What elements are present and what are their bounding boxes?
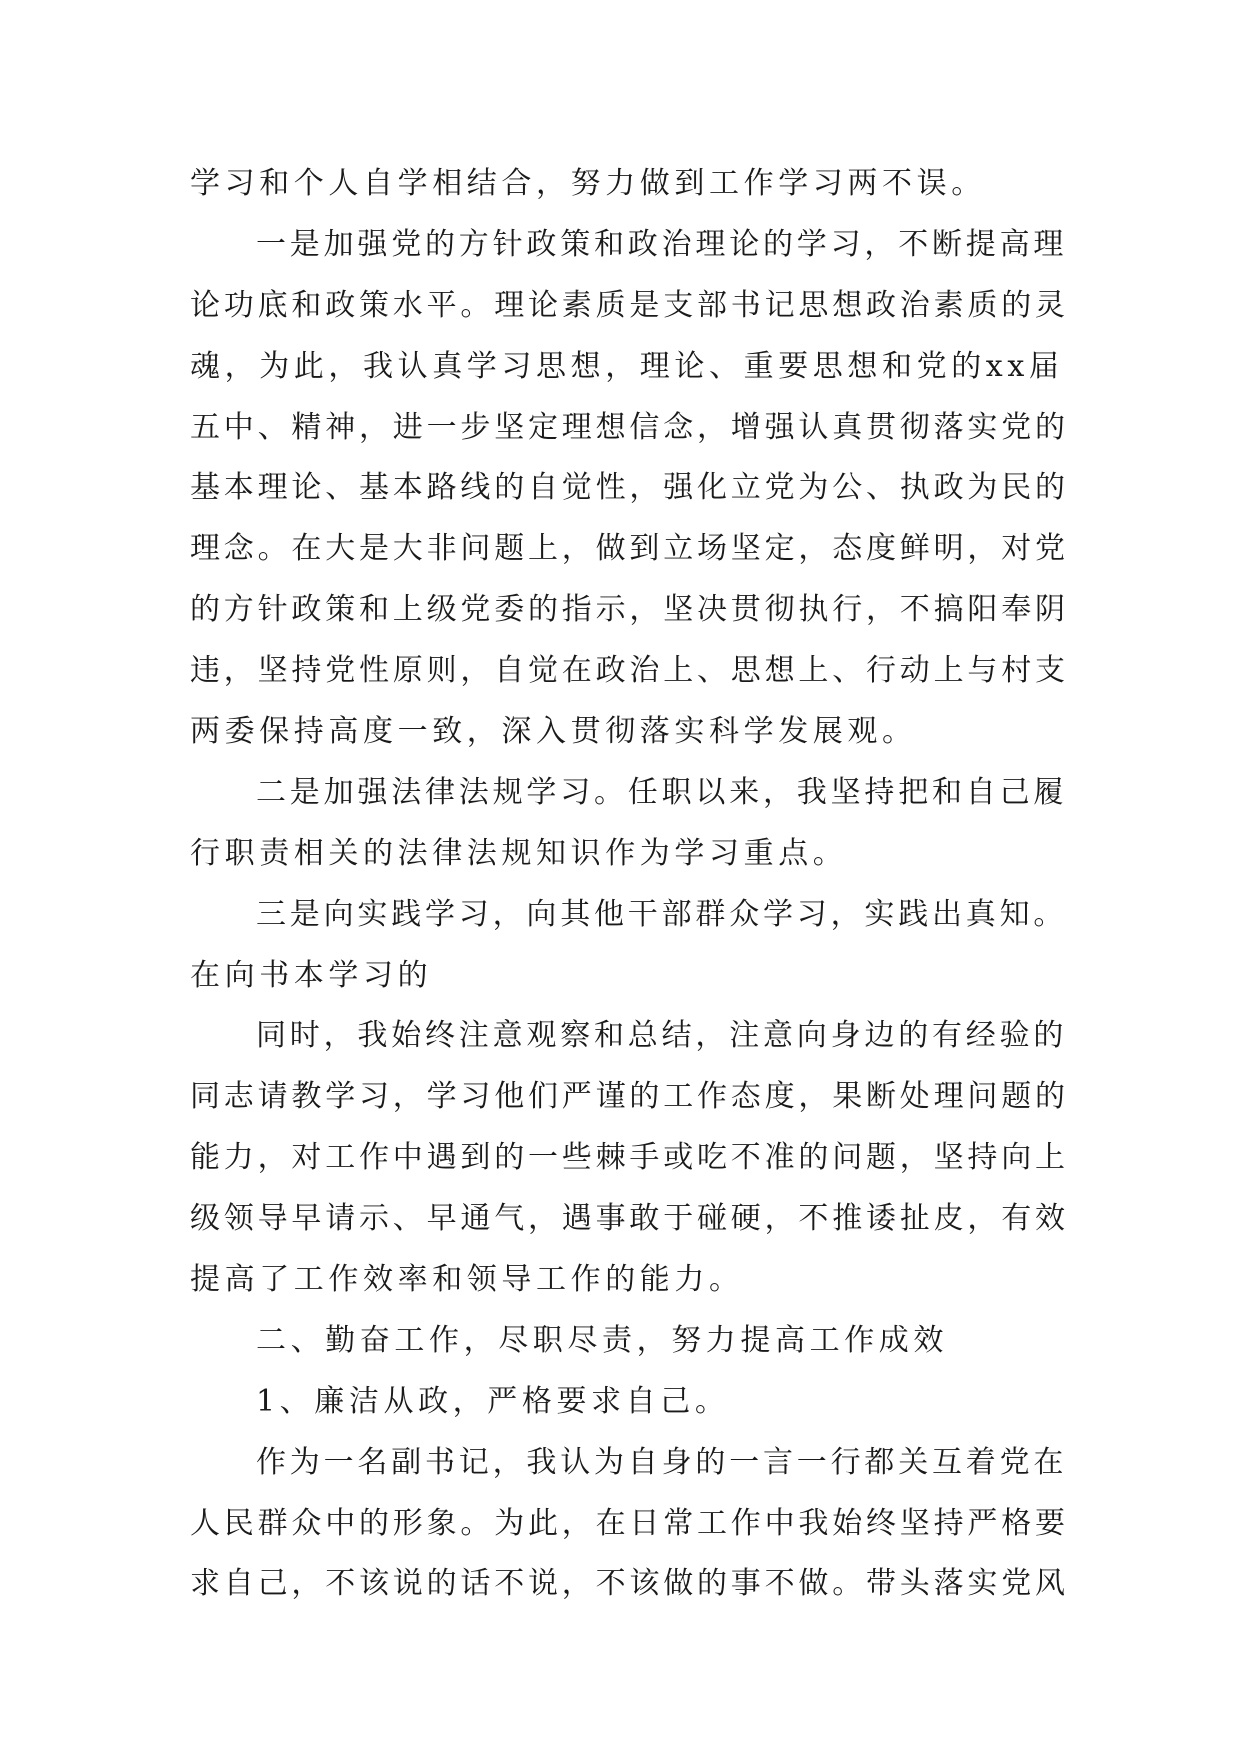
subsection-heading: 1、廉洁从政，严格要求自己。	[256, 1383, 730, 1419]
text-line: 魂，为此，我认真学习思想，理论、重要思想和党的xx届	[190, 348, 1064, 384]
text-line: 级领导早请示、早通气，遇事敢于碰硬，不推诿扯皮，有效	[190, 1201, 1069, 1237]
text-line: 违，坚持党性原则，自觉在政治上、思想上、行动上与村支	[190, 653, 1069, 689]
text-line: 论功底和政策水平。理论素质是支部书记思想政治素质的灵	[190, 287, 1069, 323]
text-line: 求自己，不该说的话不说，不该做的事不做。带头落实党风	[190, 1566, 1069, 1602]
text-line: 能力，对工作中遇到的一些棘手或吃不准的问题，坚持向上	[190, 1140, 1069, 1176]
paragraph-start-line: 一是加强党的方针政策和政治理论的学习，不断提高理	[256, 226, 1068, 262]
text-line: 同志请教学习，学习他们严谨的工作态度，果断处理问题的	[190, 1079, 1069, 1115]
text-line: 的方针政策和上级党委的指示，坚决贯彻执行，不搞阳奉阴	[190, 592, 1069, 628]
text-line: 人民群众中的形象。为此，在日常工作中我始终坚持严格要	[190, 1505, 1069, 1541]
text-line: 行职责相关的法律法规知识作为学习重点。	[190, 835, 848, 871]
paragraph-start-line: 三是向实践学习，向其他干部群众学习，实践出真知。	[256, 896, 1068, 932]
text-line: 学习和个人自学相结合，努力做到工作学习两不误。	[190, 166, 986, 201]
paragraph-start-line: 同时，我始终注意观察和总结，注意向身边的有经验的	[256, 1018, 1068, 1054]
text-line: 基本理论、基本路线的自觉性，强化立党为公、执政为民的	[190, 470, 1069, 506]
section-heading: 二、勤奋工作，尽职尽责，努力提高工作成效	[256, 1322, 948, 1358]
document-body	[190, 154, 1070, 1615]
text-line: 五中、精神，进一步坚定理想信念，增强认真贯彻落实党的	[190, 409, 1069, 445]
paragraph-start-line: 作为一名副书记，我认为自身的一言一行都关互着党在	[256, 1444, 1068, 1480]
text-line: 理念。在大是大非问题上，做到立场坚定，态度鲜明，对党	[190, 531, 1069, 567]
text-line: 在向书本学习的	[190, 957, 433, 993]
text-line: 两委保持高度一致，深入贯彻落实科学发展观。	[190, 714, 917, 750]
paragraph-start-line: 二是加强法律法规学习。任职以来，我坚持把和自己履	[256, 774, 1068, 810]
text-line: 提高了工作效率和领导工作的能力。	[190, 1262, 744, 1298]
